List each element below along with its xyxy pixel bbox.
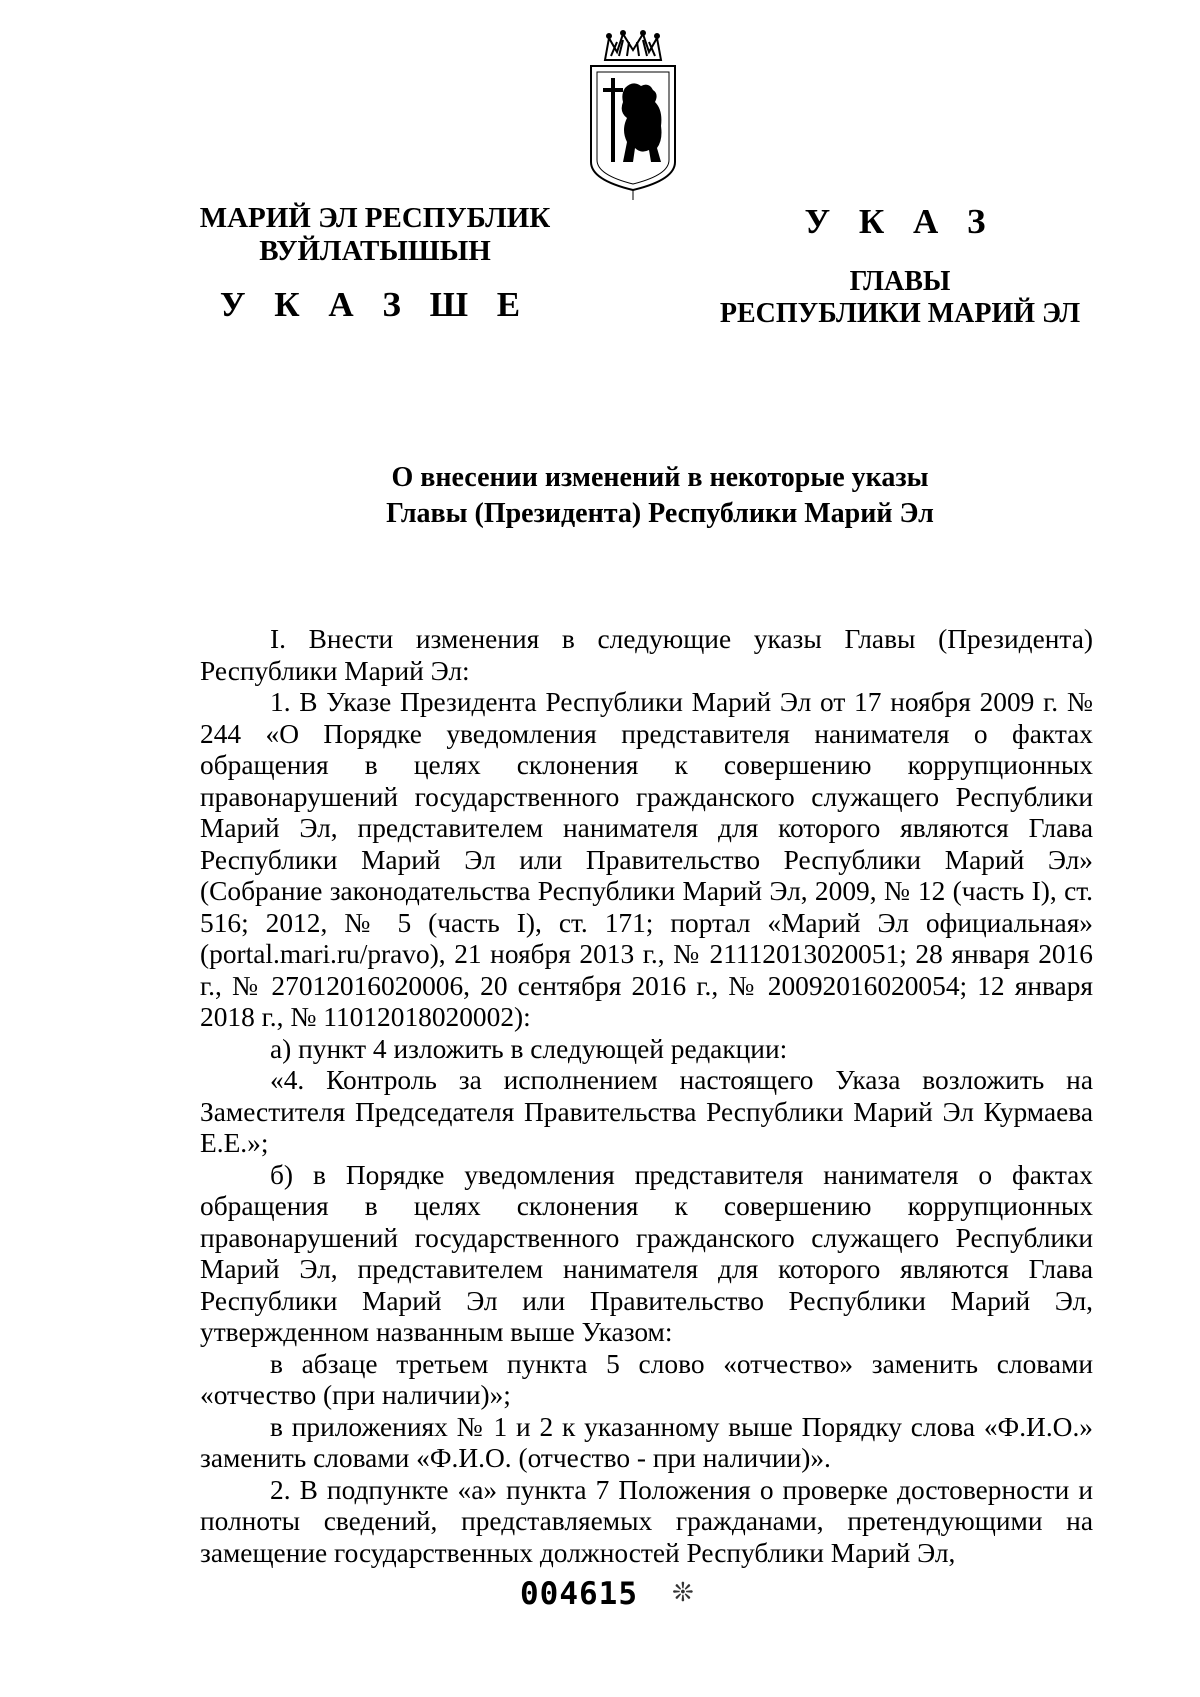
title-line1: О внесении изменений в некоторые указы xyxy=(391,462,929,493)
header-left-line3: У К А З Ш Е xyxy=(219,284,531,324)
serial-number-stamp: 004615 xyxy=(520,1576,638,1612)
header-left-line1: МАРИЙ ЭЛ РЕСПУБЛИК xyxy=(199,202,551,234)
header-left xyxy=(185,202,565,325)
header-left-line2: ВУЙЛАТЫШЫН xyxy=(259,235,491,268)
paragraph: а) пункт 4 изложить в следующей редакции: xyxy=(270,1033,788,1064)
header-right-line1: У К А З xyxy=(804,202,996,241)
paragraph: в абзаце третьем пункта 5 слово «отчество» заменить словами «отчество (при наличии)»; xyxy=(200,1348,1093,1410)
coat-of-arms-icon xyxy=(583,30,683,200)
header-right xyxy=(690,202,1110,331)
document-title xyxy=(200,460,1120,532)
paragraph: «4. Контроль за исполнением настоящего Указа возложить на Заместителя Председателя Правительства Республики Марий Эл Курмаева Е.Е.»; xyxy=(200,1065,1093,1158)
header-right-line2: ГЛАВЫ xyxy=(849,266,951,298)
paragraph: I. Внести изменения в следующие указы Главы (Президента) Республики Марий Эл: xyxy=(200,624,1093,686)
paragraph: 2. В подпункте «а» пункта 7 Положения о проверке достоверности и полноты сведений, представляемых гражданами, претендующими на замещение государственных должностей Республики Марий Эл, xyxy=(200,1474,1093,1568)
paragraph: 1. В Указе Президента Республики Марий Эл от 17 ноября 2009 г. № 244 «О Порядке уведомления представителя нанимателя о фактах обращения в целях склонения к совершению коррупционных правонарушений государственного гражданского служащего Республики Марий Эл, представителем нанимателя для которого являются Глава Республики Марий Эл или Правительство Республики Марий Эл» (Собрание законодательства Республики Марий Эл, 2009, № 12 (часть I), ст. 516; 2012, № 5 (часть I), ст. 171; портал «Марий Эл официальная» (portal.mari.ru/pravo), 21 ноября 2013 г., № 21112013020051; 28 января 2016 г., № 27012016020006, 20 сентября 2016 г., № 20092016020054; 12 января 2018 г., № 11012018020002): xyxy=(200,687,1093,1032)
stamp-symbol-icon: ❊ xyxy=(672,1578,694,1607)
paragraph: б) в Порядке уведомления представителя нанимателя о фактах обращения в целях склонения к совершению коррупционных правонарушений государственного гражданского служащего Республики Марий Эл, представителем нанимателя для которого являются Глава Республики Марий Эл или Правительство Республики Марий Эл, утвержденном названным выше Указом: xyxy=(200,1159,1093,1347)
title-line2: Главы (Президента) Республики Марий Эл xyxy=(386,498,934,529)
document-body xyxy=(200,624,1093,1569)
paragraph: в приложениях № 1 и 2 к указанному выше Порядку слова «Ф.И.О.» заменить словами «Ф.И.О. (отчество - при наличии)». xyxy=(200,1411,1093,1473)
header-right-line3: РЕСПУБЛИКИ МАРИЙ ЭЛ xyxy=(719,298,1081,330)
